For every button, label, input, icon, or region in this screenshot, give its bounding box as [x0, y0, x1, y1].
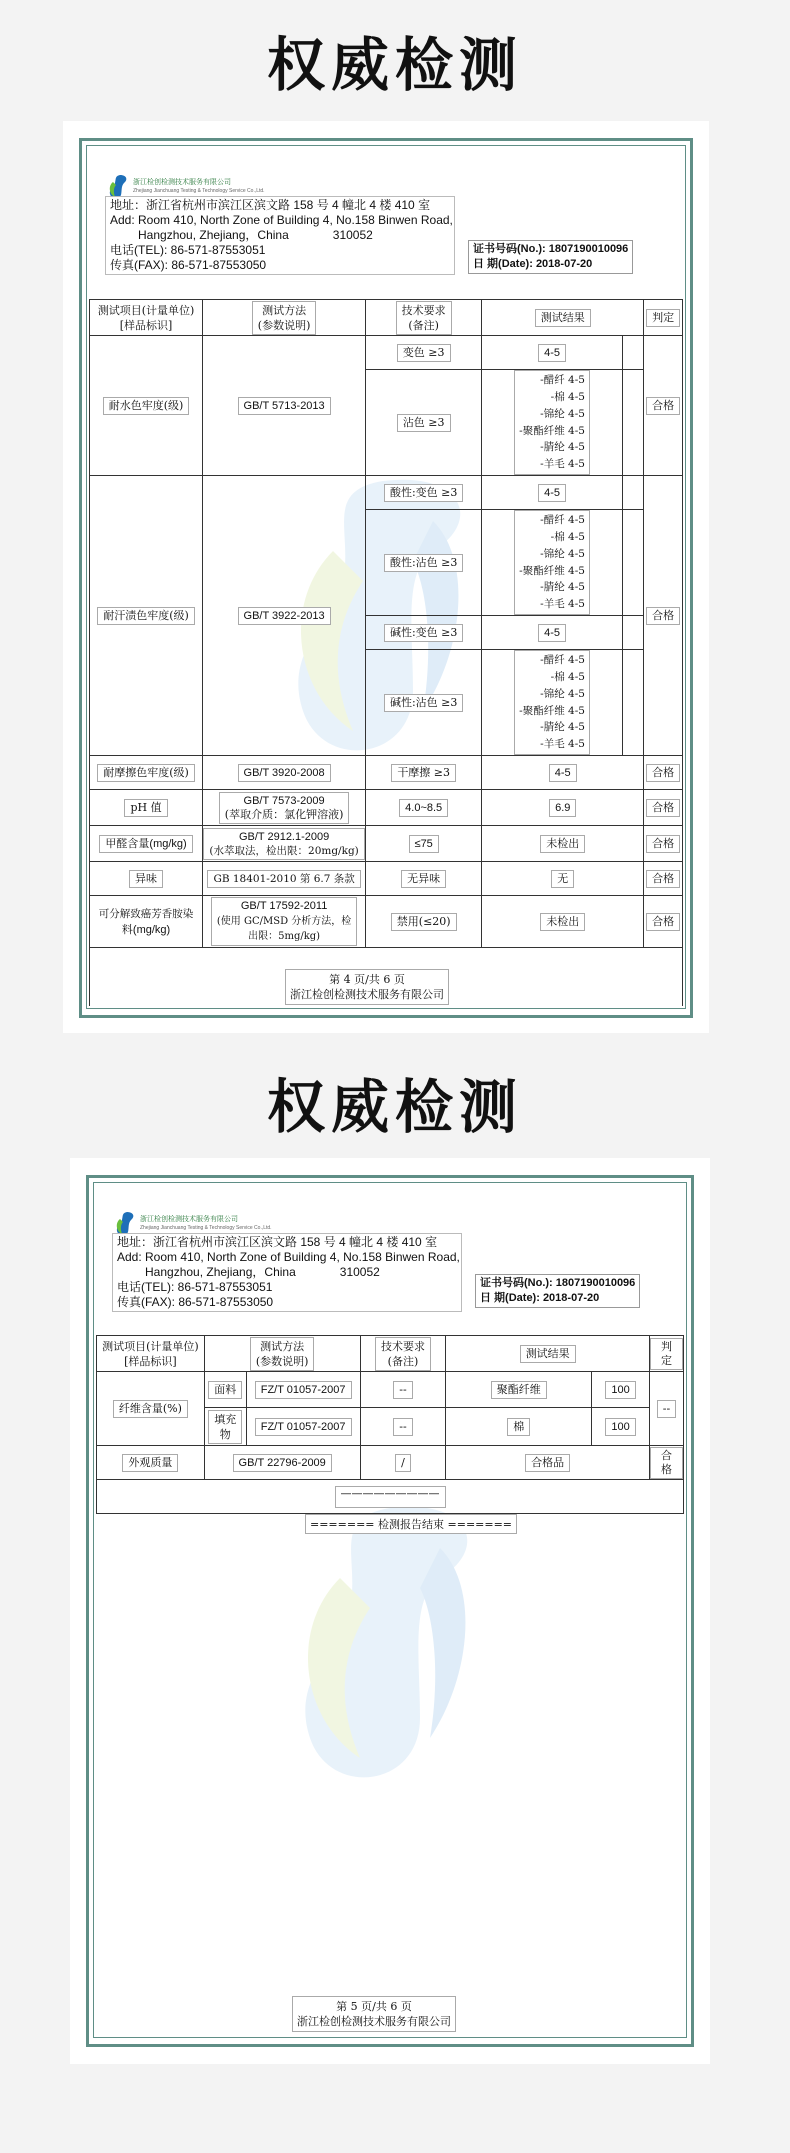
logo-name-cn: 浙江检创检测技术服务有限公司: [133, 179, 231, 186]
results-table-page-4: [89, 299, 683, 1006]
method-water-fastness: GB/T 5713-2013: [203, 336, 366, 476]
address-cn: 地址：浙江省杭州市滨江区滨文路 158 号 4 幢北 4 楼 410 室: [110, 198, 431, 212]
table-row: 耐摩擦色牢度(级) GB/T 3920-2008 干摩擦 ≥3 4-5 合格: [90, 756, 683, 790]
verdict-water: 合格: [644, 336, 683, 476]
verdict-sweat: 合格: [644, 476, 683, 756]
header-requirement: 技术要求 (备注): [360, 1336, 446, 1372]
header-verdict: 判定: [649, 1336, 683, 1372]
address-block: 地址：浙江省杭州市滨江区滨文路 158 号 4 幢北 4 楼 410 室 Add: Room 410, North Zone of Building 4, No.158 Binwen Road, Hangzhou, Zhejiang，China 310052 电话(TEL): 86-571-87553051 传真(FAX): 86-571-87553050: [112, 1233, 462, 1312]
certificate-block: [468, 240, 633, 274]
logo-name-en: Zhejiang Jianchuang Testing & Technology Service Co.,Ltd.: [140, 1225, 272, 1231]
table-row: 可分解致癌芳香胺染 料(mg/kg) GB/T 17592-2011 (使用 GC/MSD 分析方法，检 出限：5mg/kg) 禁用(≤20) 未检出 合格: [90, 896, 683, 948]
table-row: 酸性:沾色 ≥3 -醋纤 4-5 -棉 4-5 -锦纶 4-5 -聚酯纤维 4-5 -腈纶 4-5 -羊毛 4-5: [90, 510, 683, 616]
table-row: 纤维含量(%) 面料 FZ/T 01057-2007 -- 聚酯纤维 100 --: [97, 1372, 684, 1408]
header-method: 测试方法 (参数说明): [204, 1336, 360, 1372]
table-row: 碱性:变色 ≥3 4-5: [90, 616, 683, 650]
table-row: 异味 GB 18401-2010 第 6.7 条款 无异味 无 合格: [90, 862, 683, 896]
header-result: 测试结果: [446, 1336, 650, 1372]
page-footer: 第 5 页/共 6 页 浙江检创检测技术服务有限公司: [292, 1996, 456, 2032]
header-method: 测试方法 (参数说明): [203, 300, 366, 336]
header-verdict: 判定: [644, 300, 683, 336]
section-title: 权威检测: [266, 31, 523, 99]
header-result: 测试结果: [482, 300, 644, 336]
address-block: [105, 196, 455, 275]
item-water-fastness: 耐水色牢度(级): [90, 336, 203, 476]
method-sweat-fastness: GB/T 3922-2013: [203, 476, 366, 756]
address-en-2: Hangzhou, Zhejiang，China: [138, 228, 289, 242]
address-en-1: Add: Room 410, North Zone of Building 4, No.158 Binwen Road,: [110, 213, 453, 227]
table-row: 耐水色牢度(级) GB/T 5713-2013 变色 ≥3 4-5 合格: [90, 336, 683, 370]
report-end-marker: ======= 检测报告结束 =======: [305, 1514, 517, 1534]
logo-name-en: Zhejiang Jianchuang Testing & Technology Service Co.,Ltd.: [133, 188, 265, 194]
item-fiber-content: 纤维含量(%): [97, 1372, 205, 1446]
table-row: 甲醛含量(mg/kg) GB/T 2912.1-2009 (水萃取法，检出限：20mg/kg) ≤75 未检出 合格: [90, 826, 683, 862]
postcode: 310052: [332, 228, 373, 242]
table-row: 碱性:沾色 ≥3 -醋纤 4-5 -棉 4-5 -锦纶 4-5 -聚酯纤维 4-5 -腈纶 4-5 -羊毛 4-5: [90, 650, 683, 756]
tel: 电话(TEL): 86-571-87553051: [110, 243, 266, 257]
blank-row: —————————: [97, 1480, 684, 1514]
report-page-4: [63, 121, 709, 1033]
page-footer: 第 4 页/共 6 页 浙江检创检测技术服务有限公司: [285, 969, 449, 1005]
header-item: 测试项目(计量单位) [样品标识]: [90, 300, 203, 336]
fax: 传真(FAX): 86-571-87553050: [110, 258, 267, 272]
logo-name-cn: 浙江检创检测技术服务有限公司: [140, 1216, 238, 1223]
verdict-fiber: --: [649, 1372, 683, 1446]
watermark-logo: [270, 1488, 500, 1808]
table-row: pH 值 GB/T 7573-2009 (萃取介质：氯化钾溶液) 4.0~8.5 6.9 合格: [90, 790, 683, 826]
section-title: 权威检测: [266, 1073, 523, 1141]
item-sweat-fastness: 耐汗渍色牢度(级): [90, 476, 203, 756]
header-item: 测试项目(计量单位) [样品标识]: [97, 1336, 205, 1372]
table-row: 外观质量 GB/T 22796-2009 / 合格品 合格: [97, 1446, 684, 1480]
table-row: 填充 物 FZ/T 01057-2007 -- 棉 100: [97, 1408, 684, 1446]
report-date: 日 期(Date): 2018-07-20: [473, 258, 593, 270]
report-page-5: [70, 1158, 710, 2064]
stain-list-alkaline: -醋纤 4-5 -棉 4-5 -锦纶 4-5 -聚酯纤维 4-5 -腈纶 4-5 -羊毛 4-5: [514, 650, 590, 754]
certificate-block: 证书号码(No.): 1807190010096 日 期(Date): 2018-07-20: [475, 1274, 640, 1308]
cert-number: 证书号码(No.): 1807190010096: [473, 243, 629, 255]
table-row: 耐汗渍色牢度(级) GB/T 3922-2013 酸性:变色 ≥3 4-5 合格: [90, 476, 683, 510]
results-table-page-5: [96, 1335, 684, 1514]
table-row: 沾色 ≥3 -醋纤 4-5 -棉 4-5 -锦纶 4-5 -聚酯纤维 4-5 -腈纶 4-5 -羊毛 4-5: [90, 370, 683, 476]
header-requirement: 技术要求 (备注): [366, 300, 482, 336]
stain-list-water: -醋纤 4-5 -棉 4-5 -锦纶 4-5 -聚酯纤维 4-5 -腈纶 4-5 -羊毛 4-5: [514, 370, 590, 474]
stain-list-acid: -醋纤 4-5 -棉 4-5 -锦纶 4-5 -聚酯纤维 4-5 -腈纶 4-5 -羊毛 4-5: [514, 510, 590, 614]
